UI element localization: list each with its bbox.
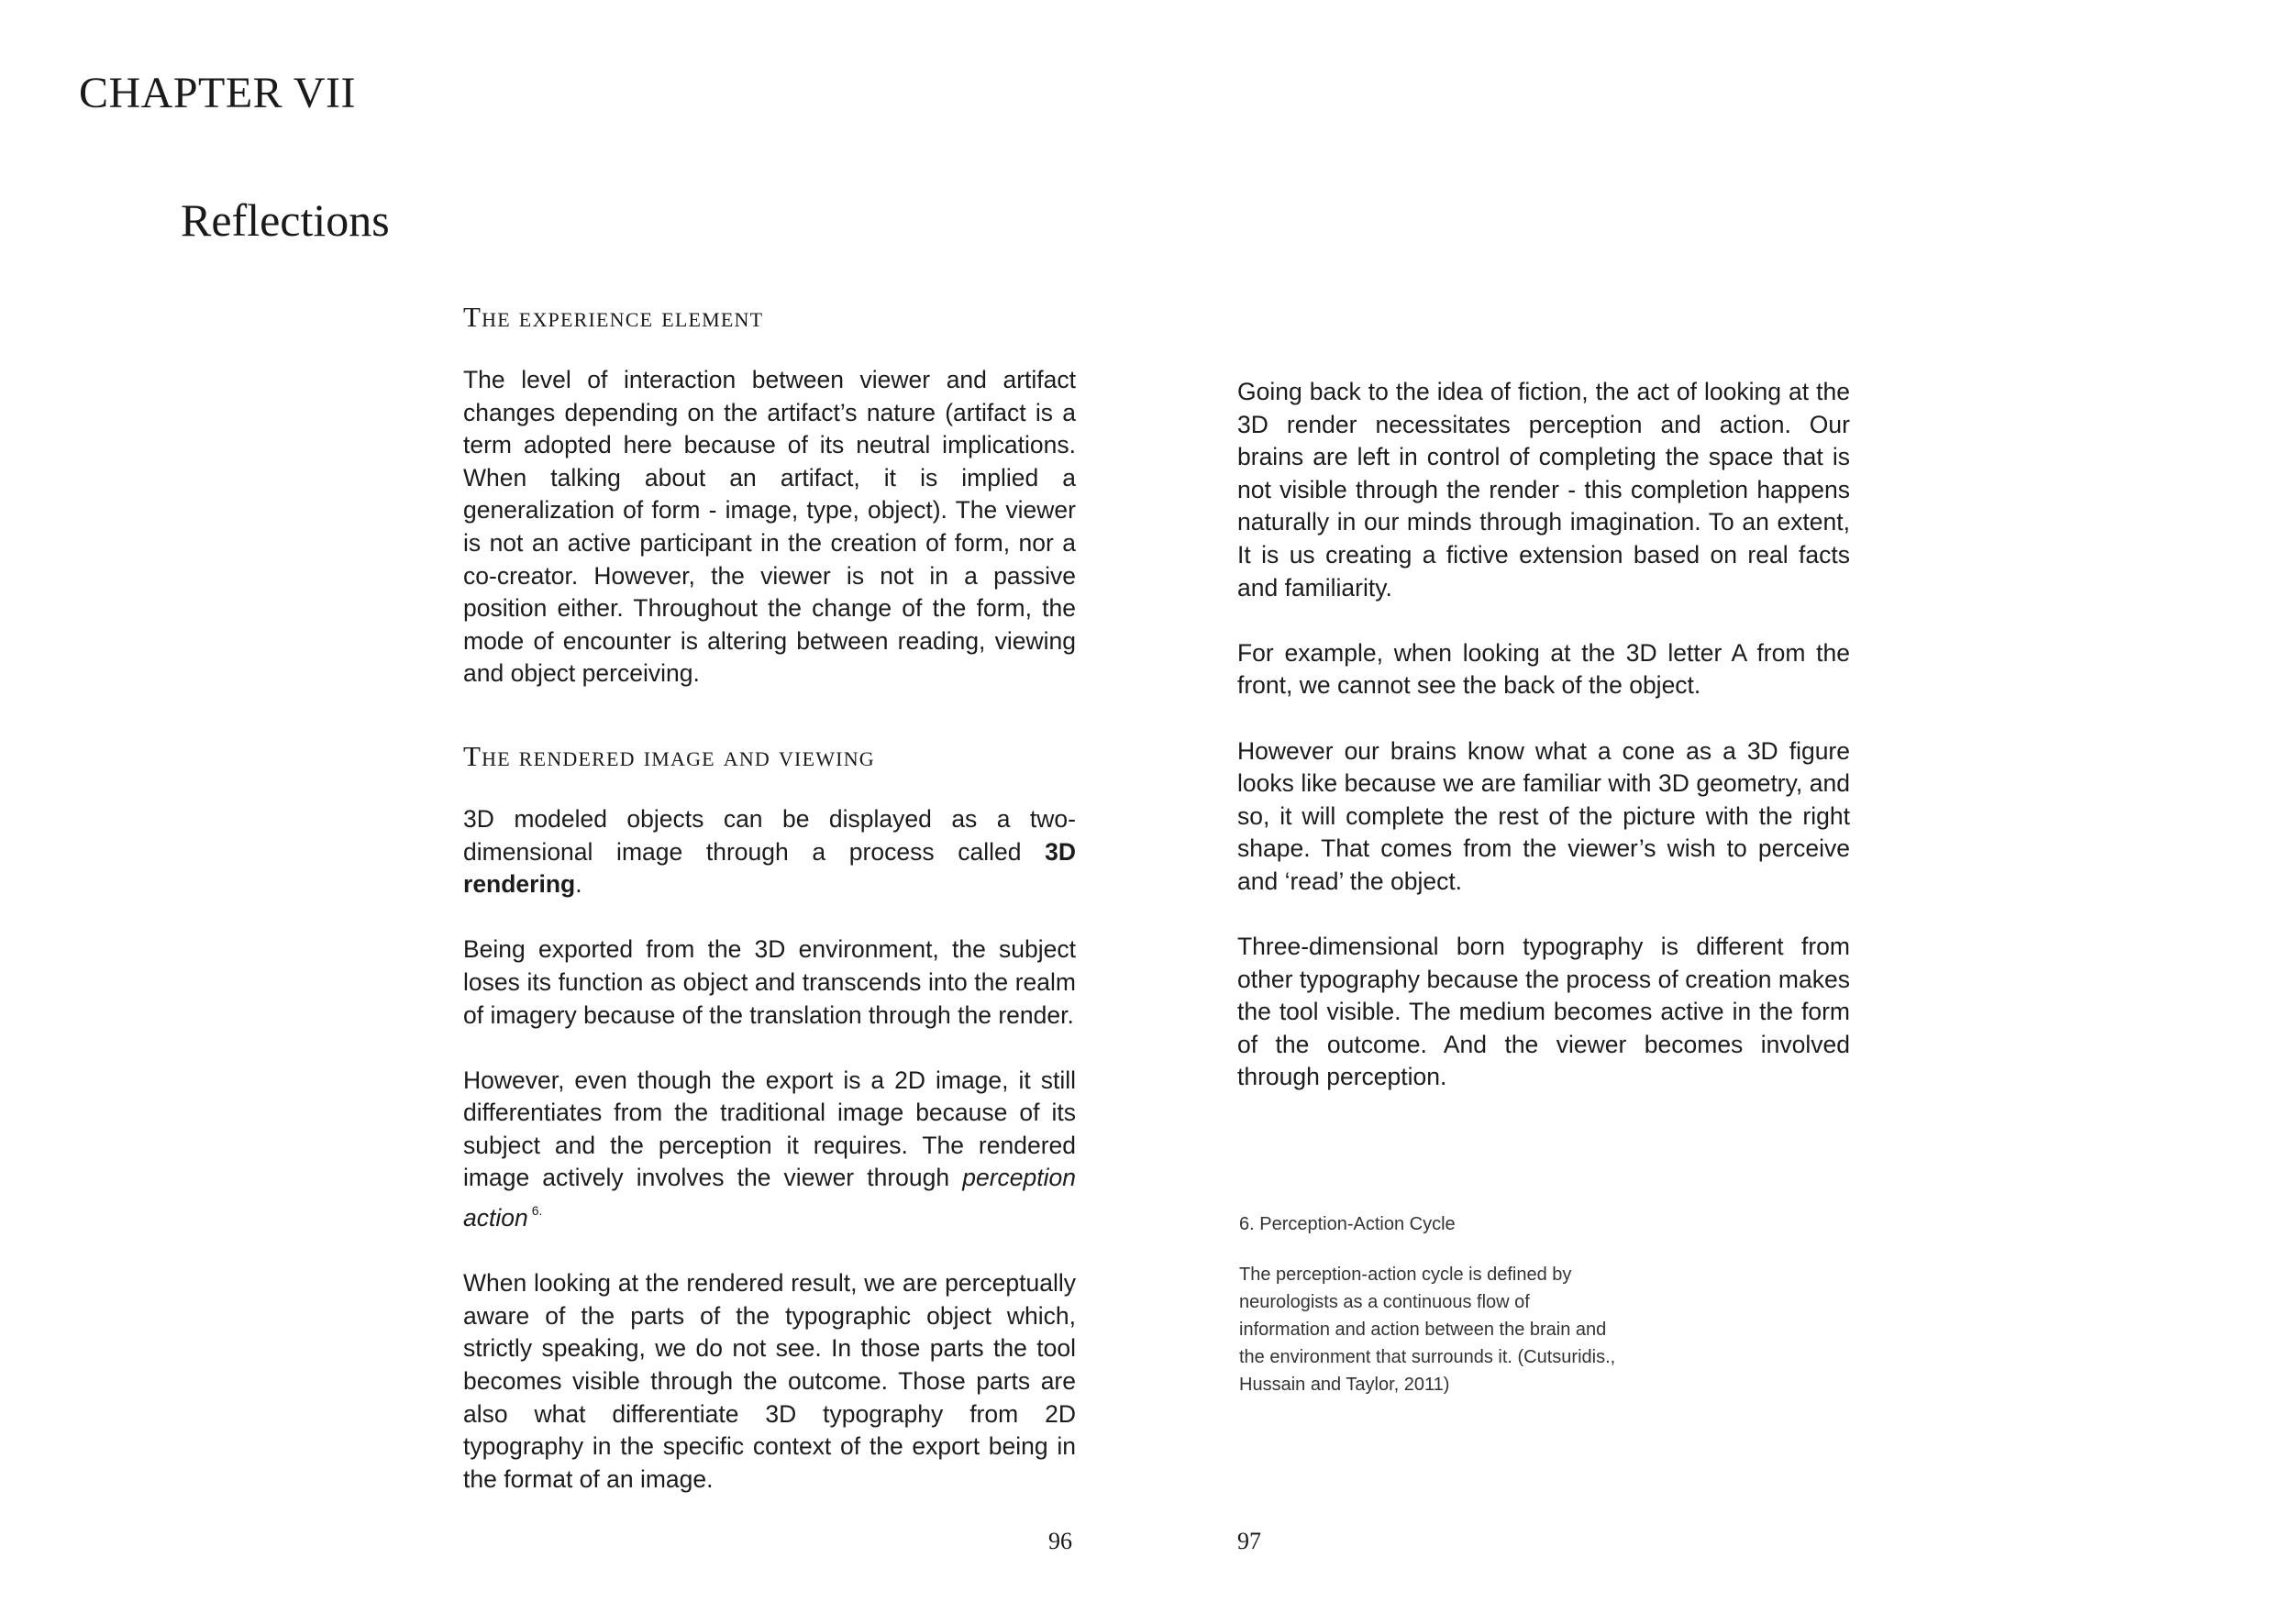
term-3d-rendering: 3D rendering — [463, 837, 1076, 899]
right-page-column — [1237, 376, 1850, 1094]
footnote-title: 6. Perception-Action Cycle — [1239, 1214, 1456, 1234]
paragraph-3d-rendering-tail: . — [575, 870, 582, 899]
page-number-left: 96 — [1048, 1528, 1072, 1554]
paragraph-2d-export — [463, 1065, 1076, 1235]
heading-rendered-image: The rendered image and viewing — [463, 739, 875, 772]
paragraph-cone-figure: However our brains know what a cone as a 3D figure looks like because we are familiar with 3D geometry, and so, it will complete the rest of the picture with the right shape. That comes from the viewer’s wish to perceive and ‘read’ the object. — [1237, 736, 1850, 895]
paragraph-idea-of-fiction: Going back to the idea of fiction, the act of looking at the 3D render necessitates perception and action. Our brains are left in control of completing the space that is not visible through the render - this completion happens naturally in our minds through imagination. To an extent, It is us creating a fictive extension based on real facts and familiarity. — [1237, 378, 1850, 602]
paragraph-exported-subject: Being exported from the 3D environment, the subject loses its function as object and transcends into the realm of imagery because of the translation through the render. — [463, 935, 1076, 1029]
paragraph-3d-rendering-lead: 3D modeled objects can be displayed as a two-dimensional image through a process called — [463, 804, 1076, 866]
paragraph-rendered-result: When looking at the rendered result, we are perceptually aware of the parts of the typographic object which, strictly speaking, we do not see. In those parts the tool becomes visible through the outcome. Those parts are also what differentiate 3D typography from 2D typography in the specific context of the export being in the format of an image. — [463, 1269, 1076, 1493]
footnote — [1239, 1210, 1624, 1398]
section-title: Reflections — [181, 194, 390, 246]
paragraph-letter-a-example: For example, when looking at the 3D letter A from the front, we cannot see the back of the object. — [1237, 638, 1850, 700]
footnote-body: The perception-action cycle is defined by neurologists as a continuous flow of information and action between the brain and the environment that surrounds it. (Cutsuridis., Hussain and Taylor, 2011) — [1239, 1265, 1616, 1395]
paragraph-three-dimensional-typography: Three-dimensional born typography is different from other typography because the process of creation makes the tool visible. The medium becomes active in the form of the outcome. And the viewer becomes involved through perception. — [1237, 933, 1850, 1091]
page-number-right: 97 — [1237, 1528, 1261, 1554]
term-perception-action: perception action — [463, 1164, 1076, 1232]
chapter-title: CHAPTER VII — [79, 69, 356, 117]
left-page-column — [463, 303, 1076, 1496]
heading-experience-element: The experience element — [463, 301, 764, 333]
paragraph-interaction-level: The level of interaction between viewer and artifact changes depending on the artifact’s nature (artifact is a term adopted here because of its neutral implications. When talking about an artifact, it is implied a generalization of form - image, type, object). The viewer is not an active participant in the creation of form, nor a co-creator. However, the viewer is not in a passive position either. Throughout the change of the form, the mode of encounter is altering between reading, viewing and object perceiving. — [463, 366, 1076, 688]
paragraph-2d-export-lead: However, even though the export is a 2D image, it still differentiates from the traditional image because of its subject and the perception it requires. The rendered image actively involves the viewer through — [463, 1066, 1076, 1192]
paragraph-3d-rendering — [463, 803, 1076, 901]
footnote-reference[interactable]: 6. — [531, 1203, 543, 1219]
